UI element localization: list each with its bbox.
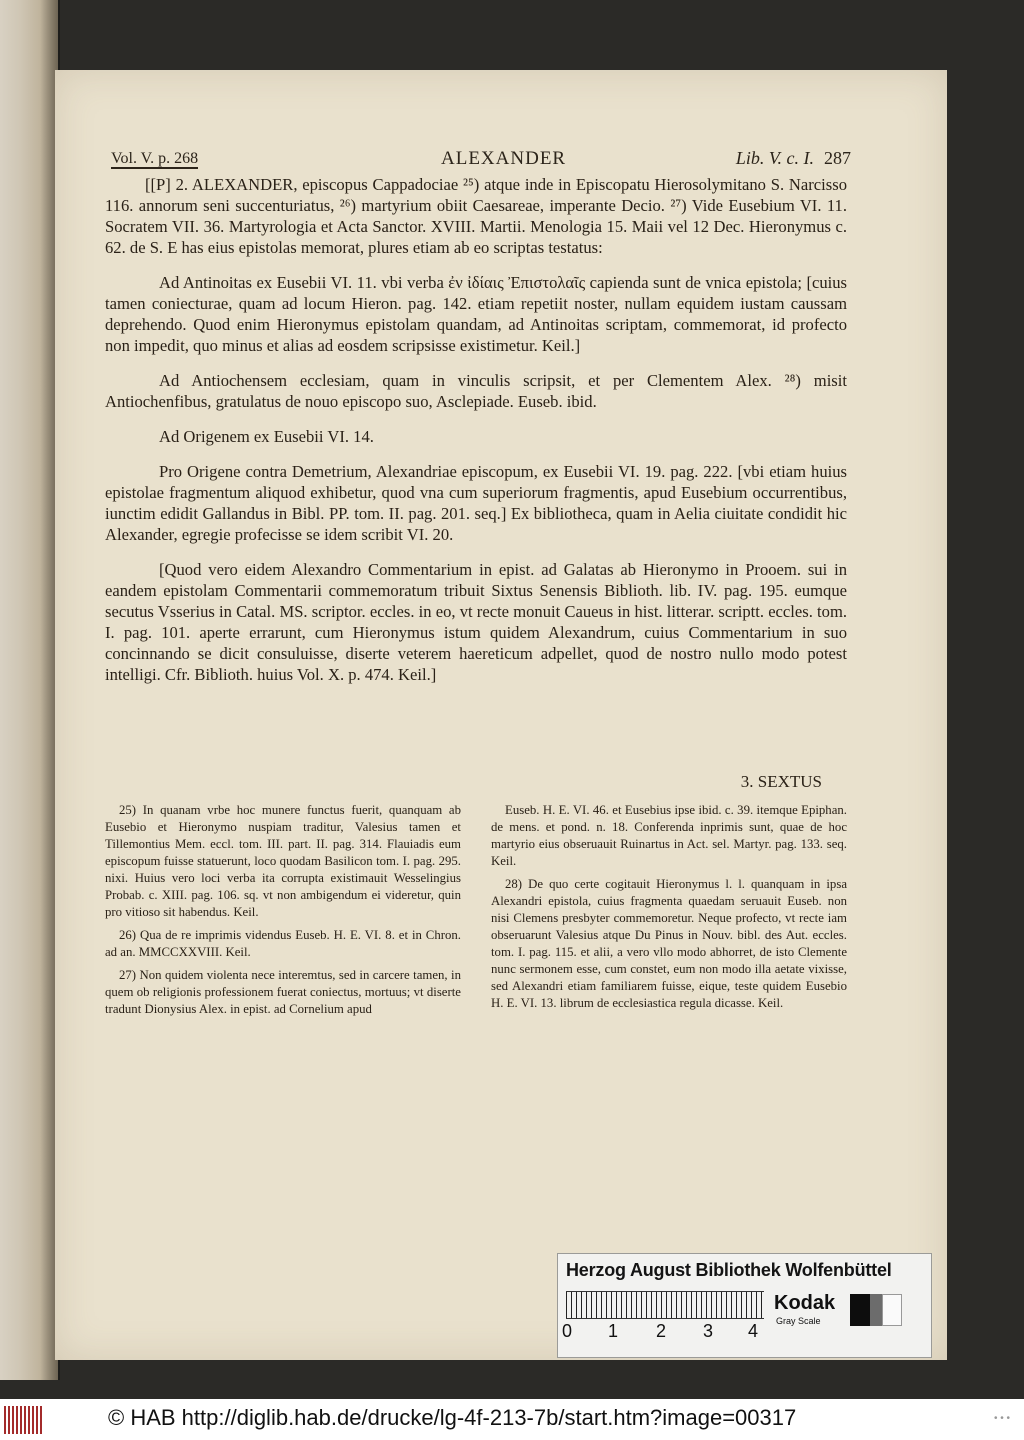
white-swatch xyxy=(882,1294,902,1326)
footnote-25: 25) In quanam vrbe hoc munere functus fuerit, quanquam ab Eusebio et Hieronymo nuspiam traditur, Valesius tamen et Tillemontius Mem. eccl. tom. III. part. II. pag. 314. Flauiadis eum episcopum fuisse statuerunt, loco quodam Basilicon tom. I. pag. 295. nixi. Huius vero loci verba ita corrupta existimauit Wesselingius Probab. c. XIII. pag. 106. sq. vt non ambigendum ei videretur, quin pro vitioso sit habendus. Keil. xyxy=(105,803,461,919)
paragraph-2: Ad Antinoitas ex Eusebii VI. 11. vbi verba ἐν ἰδίαις Ἐπιστολαῖς capienda sunt de vnica epistola; [cuius tamen coniecturae, quam ad locum Hieron. pag. 142. etiam repetiit noster, nullam equidem iustam caussam deprehendo. Quod enim Hieronymus epistolam quandam, ad Antinoitas scriptam, commemorat, id profecto non impedit, quo minus et alias ad eosdem scripsisse existimetur. Keil.] xyxy=(105,273,847,355)
book-page xyxy=(55,70,947,1360)
running-header xyxy=(111,148,851,172)
header-right xyxy=(736,148,851,169)
header-lib: Lib. V. c. I. xyxy=(735,148,814,168)
main-text xyxy=(105,174,847,699)
gray-scale-label: Gray Scale xyxy=(776,1316,821,1326)
footer-bar xyxy=(0,1399,1024,1440)
scale-1: 1 xyxy=(608,1321,619,1341)
hab-logo-icon xyxy=(4,1406,44,1434)
color-calibration-bar xyxy=(557,1253,932,1358)
source-url[interactable]: © HAB http://diglib.hab.de/drucke/lg-4f-213-7b/start.htm?image=00317 xyxy=(108,1405,797,1430)
header-title: ALEXANDER xyxy=(441,148,567,169)
footnote-28: 28) De quo certe cogitauit Hieronymus l. l. quanquam in ipsa Alexandri epistola, cuius fragmenta quaedam seruauit Euseb. non nisi Clemens presbyter commemoretur. Neque profecto, vt recte iam obseruarunt Valesius atque Du Pinus in Nouv. bibl. des Aut. eccles. tom. I. pag. 115. et alii, a vero vllo modo abhorret, de isto Clemente nunc sermonem esse, cum constet, eum non modo illa aetate vixisse, sed Alexandri etiam familiarem fuisse, eique, teste quidem Eusebio H. E. VI. 13. librum de ecclesiastica regula dicasse. Keil. xyxy=(491,877,847,1010)
scale-ruler xyxy=(566,1291,764,1319)
paragraph-3: Ad Antiochensem ecclesiam, quam in vinculis scripsit, et per Clementem Alex. ²⁸) misit Antiochenfibus, gratulatus de nouo episcopo suo, Asclepiade. Euseb. ibid. xyxy=(105,371,847,411)
footnote-27: 27) Non quidem violenta nece interemtus, sed in carcere tamen, in quem ob religionis professionem fuerat coniectus, mortuus; vt diserte tradunt Dionysius Alex. in epist. ad Cornelium apud xyxy=(105,968,461,1016)
scale-0: 0 xyxy=(562,1321,573,1341)
paragraph-5: Pro Origene contra Demetrium, Alexandriae episcopum, ex Eusebii VI. 19. pag. 222. [vbi etiam huius epistolae fragmentum aliquod exhibetur, quod vna cum superiorum fragmentis, apud Eusebium occurrentibus, iunctim edidit Gallandus in Bibl. PP. tom. II. pag. 201. seq.] Ex bibliotheca, quam in Aelia ciuitate condidit hic Alexander, egregie profecisse se idem scribit VI. 20. xyxy=(105,462,847,544)
black-swatch xyxy=(850,1294,870,1326)
scale-4: 4 xyxy=(748,1321,759,1341)
footnote-27-cont: Euseb. H. E. VI. 46. et Eusebius ipse ibid. c. 39. itemque Epiphan. de mens. et pond. n. 18. Conferenda inprimis sunt, quae de hoc martyrio eius obseruauit Ruinartus in Act. sel. Martyr. pag. 133. seq. Keil. xyxy=(491,803,847,868)
header-volume: Vol. V. p. 268 xyxy=(111,150,199,167)
scale-2: 2 xyxy=(656,1321,667,1341)
paragraph-6: [Quod vero eidem Alexandro Commentarium in epist. ad Galatas ab Hieronymo in Prooem. sui in eandem epistolam Commentarii commemoratum tribuit Sixtus Senensis Biblioth. lib. IV. pag. 195. eumque secutus Vsserius in Catal. MS. scriptor. eccles. in eo, vt recte monuit Caueus in hist. litterar. scriptt. eccles. tom. I. pag. 101. aperte errarunt, cum Hieronymus istum quidem Alexandrum, cuius Commentarium in suo concinnando se dicit consuluisse, diserte veterem haereticum adpellet, quod de nostro nullo modo potest intelligi. Cfr. Biblioth. huius Vol. X. p. 474. Keil.] xyxy=(105,560,847,684)
library-title: Herzog August Bibliothek Wolfenbüttel xyxy=(566,1260,892,1280)
footnotes xyxy=(105,802,847,1024)
gray-swatch xyxy=(870,1294,882,1326)
menu-dots-icon[interactable]: • • • xyxy=(993,1413,1010,1424)
paragraph-1: [[P] 2. ALEXANDER, episcopus Cappadociae ²⁵) atque inde in Episcopatu Hierosolymitano S. Narcisso 116. annorum seni succenturiatus, ²⁶) martyrium obiit Caesareae, imperante Decio. ²⁷) Vide Eusebium VI. 11. Socratem VII. 36. Martyrologia et Acta Sanctor. XVIII. Martii. Menologia 15. Maii vel 12 Dec. Hieronymus c. 62. de S. E has eius epistolas memorat, plures etiam ab eo scriptas testatus: xyxy=(105,175,847,257)
page-number: 287 xyxy=(824,148,851,168)
scale-3: 3 xyxy=(703,1321,714,1341)
catchword: 3. SEXTUS xyxy=(740,772,822,791)
footnote-26: 26) Qua de re imprimis videndus Euseb. H. E. VI. 8. et in Chron. ad an. MMCCXXVIII. Keil. xyxy=(105,928,461,959)
footnotes-right-column xyxy=(491,802,847,1024)
paragraph-4: Ad Origenem ex Eusebii VI. 14. xyxy=(159,427,374,446)
kodak-logo: Kodak xyxy=(774,1292,836,1314)
footnotes-left-column xyxy=(105,802,461,1024)
